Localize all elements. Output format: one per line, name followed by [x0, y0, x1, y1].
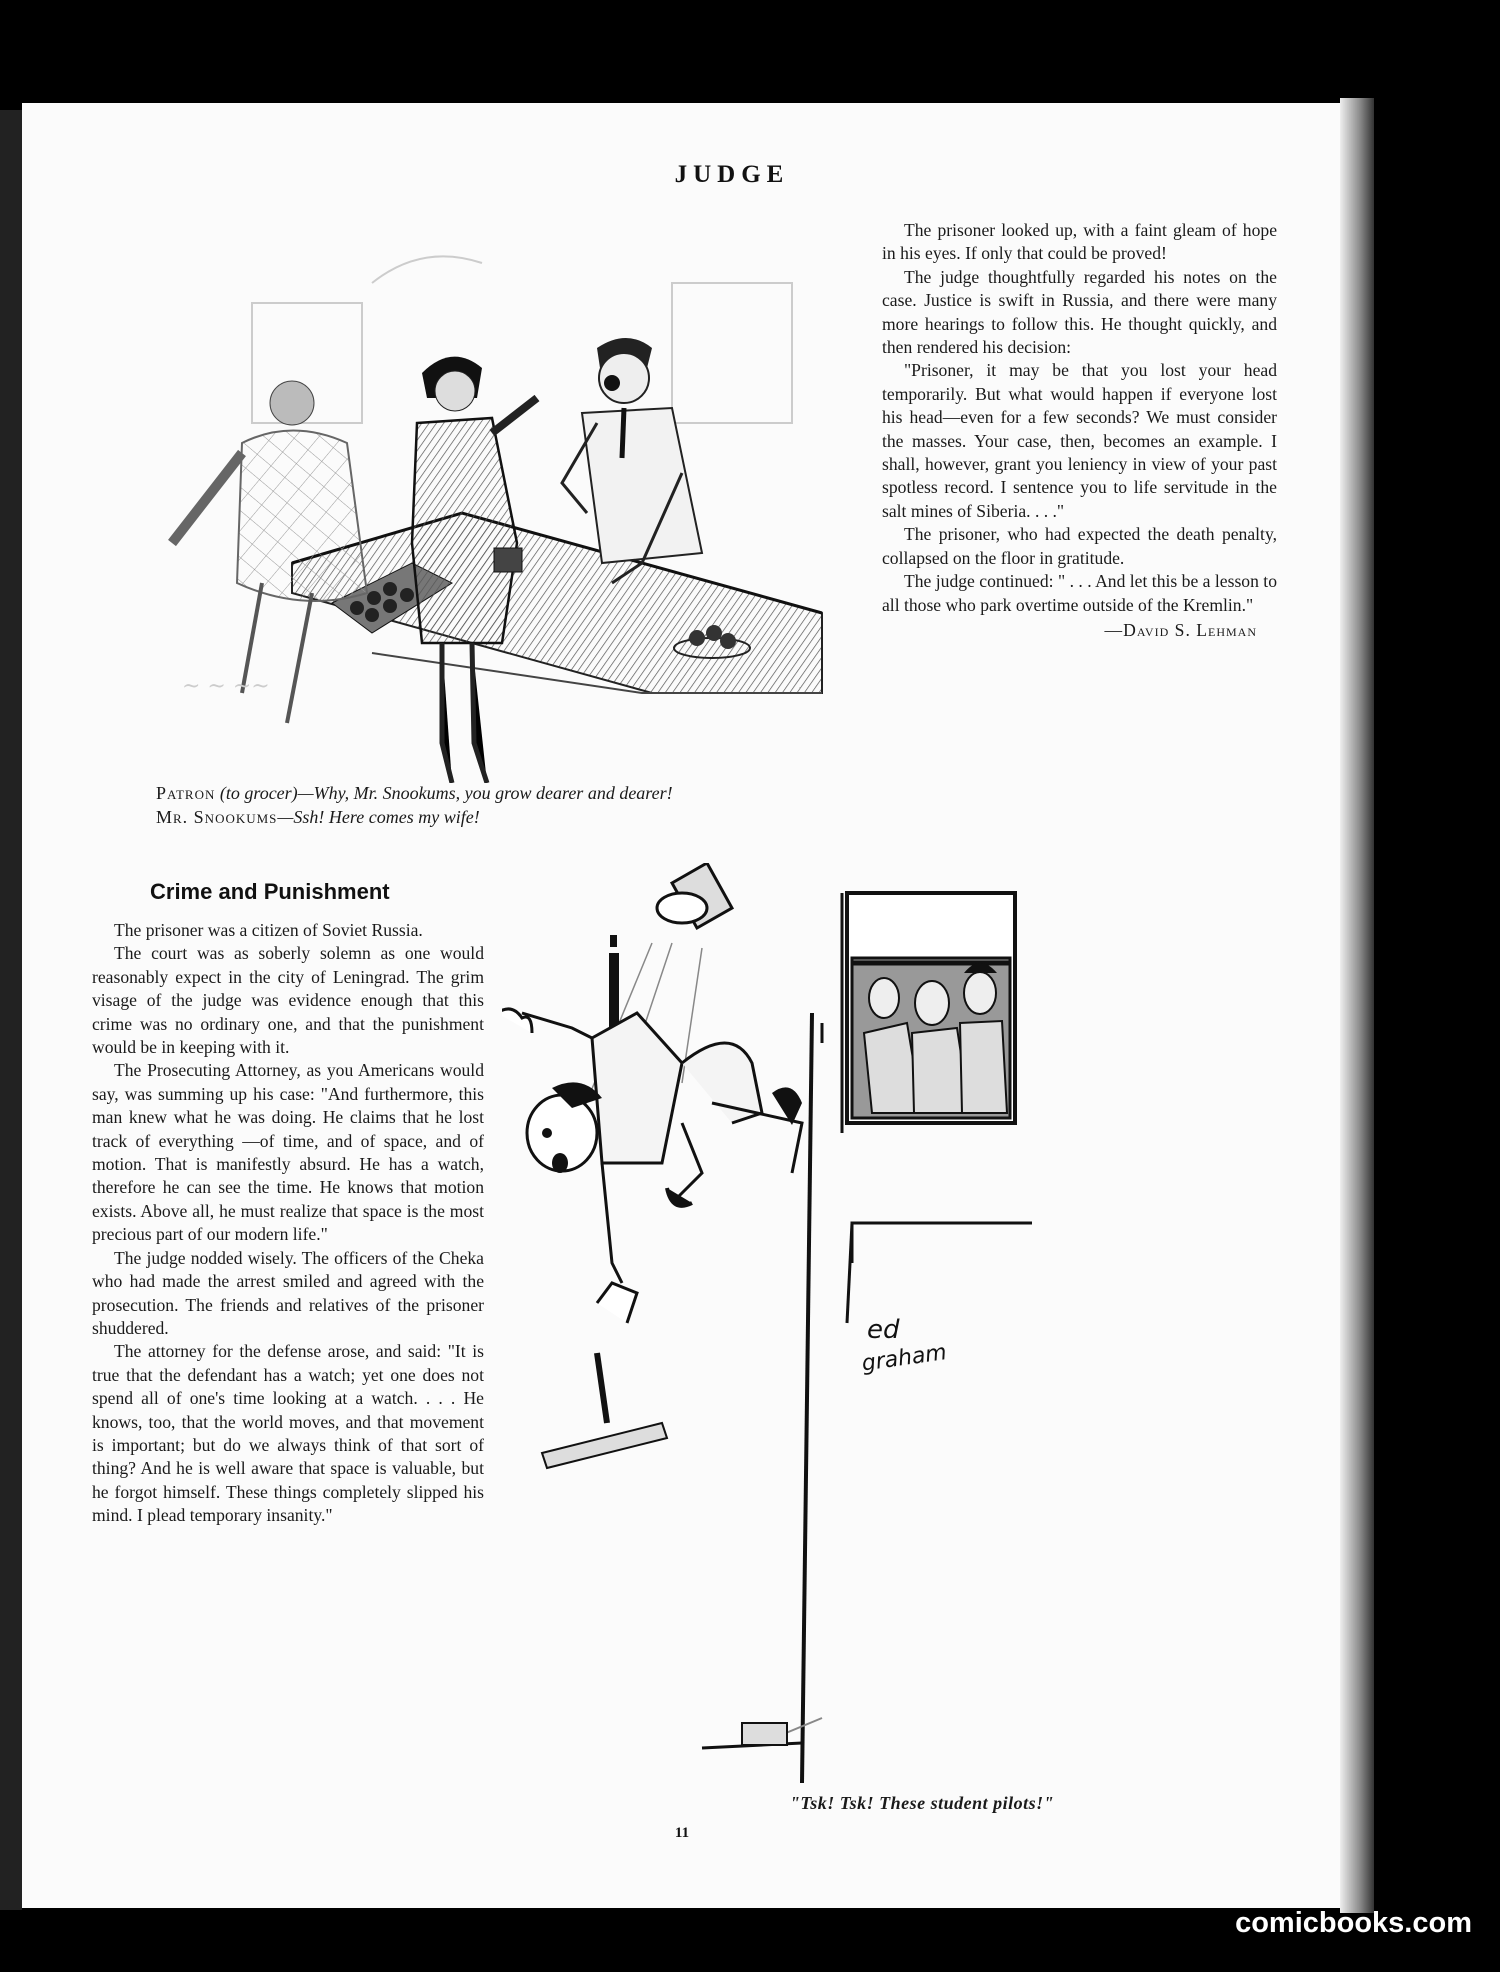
magazine-page	[22, 103, 1372, 1908]
article-paragraph: The court was as soberly solemn as one would reasonably expect in the city of Leningrad. The grim visage of the judge was evidence enough that this crime was no ordinary one, and that the punishment would be in keeping with it.	[92, 943, 484, 1058]
caption-speaker-grocer: Mr. Snookums	[156, 807, 278, 827]
article-paragraph: The judge continued: " . . . And let this be a lesson to all those who park overtime outside of the Kremlin."	[882, 571, 1277, 615]
article-left-column	[92, 919, 484, 1528]
article-paragraph: The judge nodded wisely. The officers of the Cheka who had made the arrest smiled and agreed with the prosecution. The friends and relatives of the prisoner shuddered.	[92, 1247, 484, 1338]
caption-line-patron: —Why, Mr. Snookums, you grow dearer and dearer!	[297, 783, 673, 803]
page-number: 11	[674, 1825, 690, 1841]
illustration-caption	[132, 781, 852, 829]
article-paragraph: The prisoner, who had expected the death penalty, collapsed on the floor in gratitude.	[882, 524, 1277, 568]
caption-speaker-patron: Patron	[156, 783, 216, 803]
article-paragraph: The Prosecuting Attorney, as you Americans would say, was summing up his case: "And furthermore, this man knew what he was doing. He claims that he lost track of everything —of time, and of space, and of motion. That is manifestly absurd. He has a watch, therefore he can see the time. He knows that motion exists. Above all, he must realize that space is the most precious part of our modern life."	[92, 1060, 484, 1245]
page-edge-shadow	[1340, 98, 1374, 1913]
article-right-column	[882, 219, 1277, 642]
article-byline: —David S. Lehman	[1104, 619, 1257, 640]
running-head: JUDGE	[674, 161, 790, 188]
svg-text:~ ~ ~~: ~ ~ ~~	[182, 674, 270, 699]
svg-text:ed: ed	[867, 1315, 900, 1345]
svg-text:graham: graham	[860, 1340, 949, 1377]
adjacent-page-edge	[0, 110, 22, 1910]
article-paragraph: "Prisoner, it may be that you lost your head temporarily. But what would happen if everyone lost his head—even for a few seconds? We must consider the masses. Your case, then, becomes an example. I shall, however, grant you leniency in view of your past spotless record. I sentence you to life servitude in the salt mines of Siberia. . . ."	[882, 360, 1277, 521]
article-paragraph: The prisoner was a citizen of Soviet Russia.	[114, 920, 423, 940]
grocery-illustration	[122, 223, 842, 783]
watermark: comicbooks.com	[1235, 1907, 1472, 1939]
article-paragraph: The judge thoughtfully regarded his notes on the case. Justice is swift in Russia, and there were many more hearings to follow this. He thought quickly, and then rendered his decision:	[882, 266, 1277, 358]
pilot-cartoon	[502, 863, 1302, 1783]
article-title: Crime and Punishment	[150, 879, 390, 904]
caption-direction: (to grocer)	[219, 783, 298, 803]
cartoon-caption: "Tsk! Tsk! These student pilots!"	[789, 1793, 1055, 1813]
caption-line-grocer: —Ssh! Here comes my wife!	[277, 807, 480, 827]
article-paragraph: The attorney for the defense arose, and said: "It is true that the defendant has a watch; yet one does not spend all of one's time looking at a watch. . . . He knows, too, that the world moves, and that movement is important; but do we always think of that sort of thing? And he is well aware that space is valuable, but he forgot himself. These things completely slipped his mind. I plead temporary insanity."	[92, 1341, 484, 1526]
article-paragraph: The prisoner looked up, with a faint gleam of hope in his eyes. If only that could be proved!	[882, 220, 1277, 264]
